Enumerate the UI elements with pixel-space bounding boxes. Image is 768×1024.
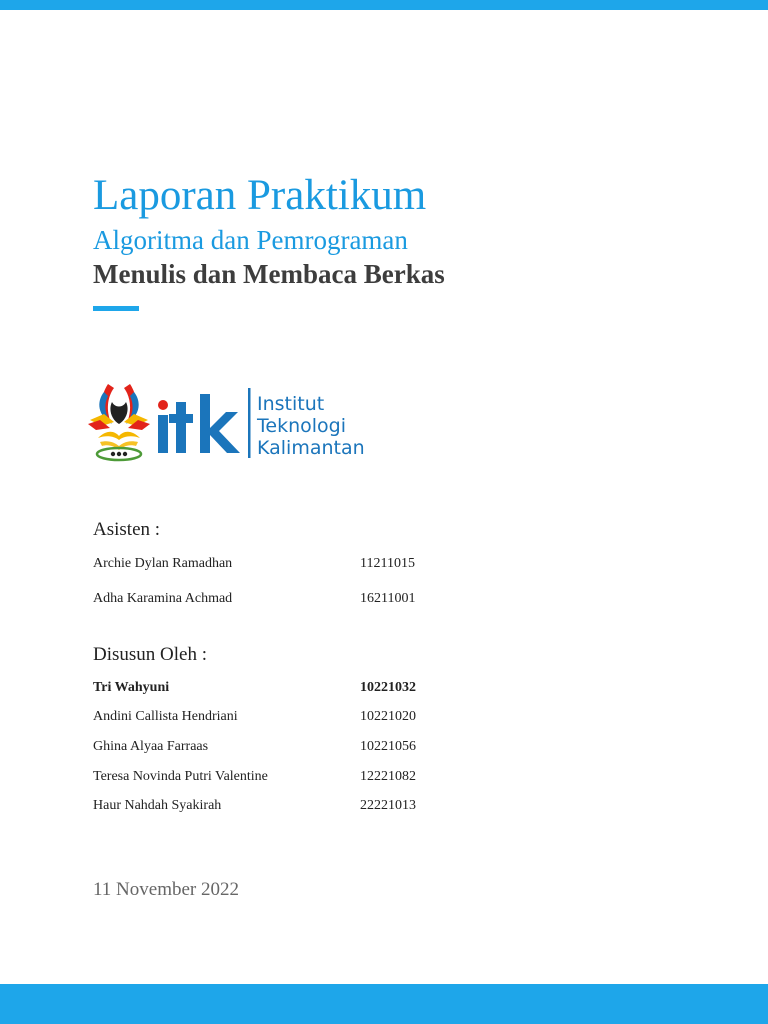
author-name: Andini Callista Hendriani [93, 709, 238, 724]
top-accent-bar [0, 0, 768, 10]
logo-divider [248, 388, 251, 458]
course-subtitle: Algoritma dan Pemrograman [93, 225, 408, 255]
assistant-row [93, 556, 433, 574]
author-name: Haur Nahdah Syakirah [93, 798, 222, 813]
report-date: 11 November 2022 [93, 879, 239, 900]
logo-line-teknologi: Teknologi [257, 415, 346, 437]
author-name: Ghina Alyaa Farraas [93, 739, 209, 754]
bottom-accent-bar [0, 984, 768, 1024]
author-name: Teresa Novinda Putri Valentine [93, 769, 268, 784]
itk-logo [86, 380, 366, 465]
logo-line-institut: Institut [257, 393, 325, 415]
author-name: Tri Wahyuni [93, 680, 170, 695]
author-nim: 22221013 [360, 798, 416, 813]
itk-wordmark [158, 394, 240, 453]
accent-dash [93, 306, 139, 311]
author-nim: 10221056 [360, 739, 416, 754]
author-row [93, 739, 433, 757]
hornbill-emblem-icon [88, 384, 150, 460]
assistant-nim: 11211015 [360, 556, 415, 571]
assistant-name: Adha Karamina Achmad [93, 591, 233, 606]
assistant-row [93, 591, 433, 609]
author-row [93, 680, 433, 698]
author-row [93, 709, 433, 727]
author-nim: 12221082 [360, 769, 416, 784]
logo-line-kalimantan: Kalimantan [257, 437, 365, 459]
author-nim: 10221032 [360, 680, 416, 695]
assistant-nim: 16211001 [360, 591, 416, 606]
author-nim: 10221020 [360, 709, 416, 724]
assistants-label: Asisten : [93, 519, 161, 540]
assistant-name: Archie Dylan Ramadhan [93, 556, 233, 571]
author-row [93, 769, 433, 787]
author-row [93, 798, 433, 816]
authors-label: Disusun Oleh : [93, 644, 207, 665]
report-topic: Menulis dan Membaca Berkas [93, 259, 445, 289]
report-title: Laporan Praktikum [93, 172, 427, 219]
